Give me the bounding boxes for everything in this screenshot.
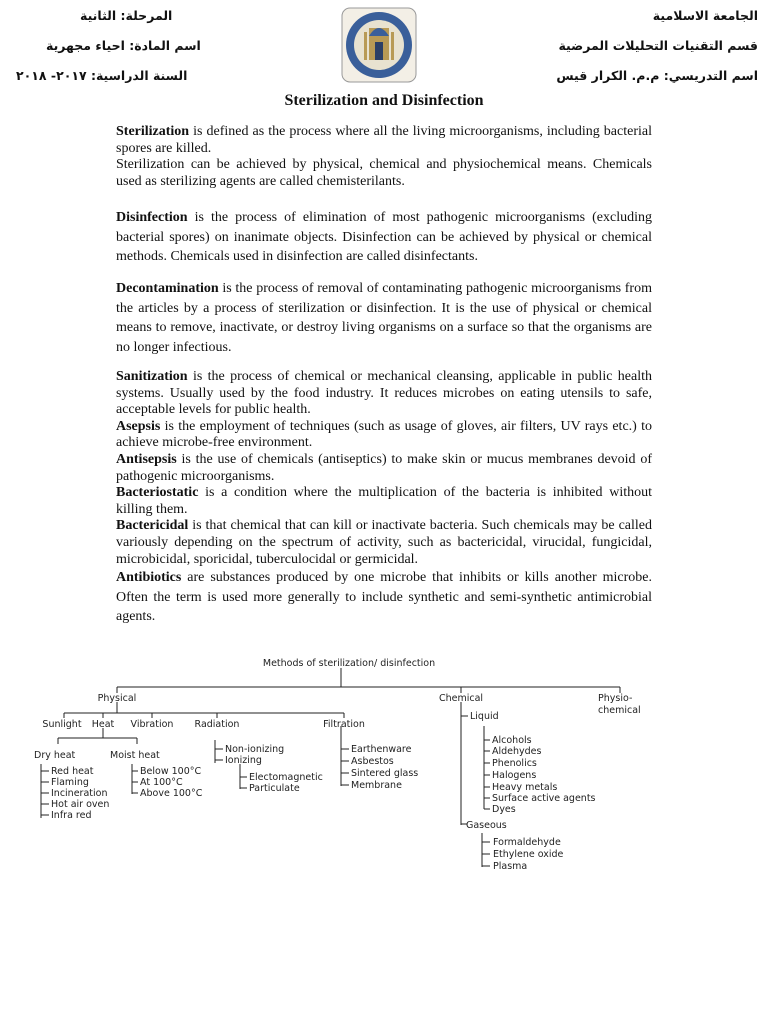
node-physiochemical-line1: Physio- bbox=[598, 693, 633, 704]
filtration-item: Asbestos bbox=[351, 756, 394, 767]
sterilization-paragraph: Sterilization is defined as the process where all the living microorganisms, including bacterial spores are killed. Sterilization can be achieved by physical, chemical and physiochemical means. Chemicals used as sterilizing agents are called chemisterilants. bbox=[116, 124, 652, 189]
radiation-item: Ionizing bbox=[225, 755, 262, 766]
diagram-root: Methods of sterilization/ disinfection bbox=[262, 658, 436, 669]
node-moist-heat: Moist heat bbox=[110, 750, 160, 761]
term-bacteriostatic: Bacteriostatic bbox=[116, 485, 199, 501]
node-physical: Physical bbox=[97, 693, 137, 704]
subject-label: اسم المادة: احياء مجهرية bbox=[46, 38, 201, 53]
gaseous-item: Formaldehyde bbox=[493, 837, 561, 848]
term-decontamination: Decontamination bbox=[116, 281, 219, 296]
node-liquid: Liquid bbox=[470, 711, 499, 722]
decontamination-paragraph: Decontamination is the process of removal of contaminating pathogenic microorganisms from the articles by a process of sterilization or disinfection. It is the use of physical or chemical means to remove, inactivate, or destroy living organisms on a surface so that the organisms are no longer infectious. bbox=[116, 281, 652, 355]
moist-item: At 100°C bbox=[140, 777, 183, 788]
ionizing-item: Electomagnetic bbox=[249, 772, 323, 783]
moist-item: Above 100°C bbox=[140, 788, 203, 799]
term-antibiotics: Antibiotics bbox=[116, 570, 182, 586]
sterilization-means: Sterilization can be achieved by physical, chemical and physiochemical means. Chemicals used as sterilizing agents are called chemisterilants. bbox=[116, 157, 652, 189]
ionizing-item: Particulate bbox=[249, 783, 300, 794]
liquid-item: Alcohols bbox=[492, 735, 532, 746]
dry-item: Hot air oven bbox=[51, 799, 110, 810]
moist-item: Below 100°C bbox=[140, 766, 202, 777]
node-dry-heat: Dry heat bbox=[34, 750, 76, 761]
gaseous-item: Plasma bbox=[493, 861, 528, 872]
term-asepsis: Asepsis bbox=[116, 418, 161, 434]
term-disinfection: Disinfection bbox=[116, 210, 188, 225]
dry-item: Incineration bbox=[51, 788, 108, 799]
dry-item: Flaming bbox=[51, 777, 89, 788]
department-name: قسم التقنيات التحليلات المرضية bbox=[558, 38, 758, 53]
node-radiation: Radiation bbox=[194, 719, 240, 730]
term-bactericidal: Bactericidal bbox=[116, 518, 189, 534]
radiation-item: Non-ionizing bbox=[225, 744, 285, 755]
liquid-item: Aldehydes bbox=[492, 746, 542, 757]
node-physiochemical-line2: chemical bbox=[598, 705, 641, 716]
liquid-item: Heavy metals bbox=[492, 782, 558, 793]
filtration-item: Sintered glass bbox=[351, 768, 419, 779]
term-antisepsis: Antisepsis bbox=[116, 451, 177, 467]
node-heat: Heat bbox=[91, 719, 115, 730]
node-vibration: Vibration bbox=[130, 719, 174, 730]
academic-year: السنة الدراسية: ٢٠١٧- ٢٠١٨ bbox=[16, 68, 188, 83]
node-filtration: Filtration bbox=[323, 719, 365, 730]
stage-label: المرحلة: الثانية bbox=[80, 8, 173, 23]
liquid-item: Dyes bbox=[492, 804, 516, 815]
liquid-item: Phenolics bbox=[492, 758, 537, 769]
methods-diagram bbox=[0, 640, 768, 890]
university-name: الجامعة الاسلامية bbox=[652, 8, 758, 23]
instructor-name: اسم التدريسي: م.م. الكرار قيس bbox=[556, 68, 758, 83]
node-gaseous: Gaseous bbox=[466, 820, 507, 831]
disinfection-paragraph: Disinfection is the process of elimination of most pathogenic microorganisms (excluding bacterial spores) on inanimate objects. Disinfection can be achieved by physical or chemical methods. Chemicals used in disinfection are called disinfectants. bbox=[116, 210, 652, 264]
liquid-item: Halogens bbox=[492, 770, 537, 781]
term-sanitization: Sanitization bbox=[116, 369, 188, 384]
university-logo bbox=[340, 6, 418, 84]
node-chemical: Chemical bbox=[438, 693, 484, 704]
page-title: Sterilization and Disinfection bbox=[284, 92, 484, 109]
filtration-item: Membrane bbox=[351, 780, 402, 791]
filtration-item: Earthenware bbox=[351, 744, 412, 755]
dry-item: Red heat bbox=[51, 766, 94, 777]
node-sunlight: Sunlight bbox=[42, 719, 82, 730]
gaseous-item: Ethylene oxide bbox=[493, 849, 564, 860]
liquid-item: Surface active agents bbox=[492, 793, 596, 804]
dry-item: Infra red bbox=[51, 810, 92, 821]
definitions-block: Sanitization is the process of chemical or mechanical cleansing, applicable in public health systems. Usually used by the food industry. It reduces microbes on eating utensils to safe, acceptable levels for public health. Asepsis is the employment of techniques (such as usage of gloves, air filters, UV rays etc.) to achieve microbe-free environment. Antisepsis is the use of chemicals (antiseptics) to make skin or mucus membranes devoid of pathogenic microorganisms. Bacteriostatic is a condition where the multiplication of the bacteria is inhibited without killing them. Bactericidal is that chemical that can kill or inactivate bacteria. Such chemicals may be called variously depending on the spectrum of activity, such as bactericidal, virucidal, fungicidal, microbicidal, sporicidal, tuberculocidal or germicidal. Antibiotics are substances produced by one microbe that inhibits or kills another microbe. Often the term is used more generally to include synthetic and semi-synthetic antimicrobial agents. bbox=[116, 369, 652, 625]
term-sterilization: Sterilization bbox=[116, 124, 190, 139]
